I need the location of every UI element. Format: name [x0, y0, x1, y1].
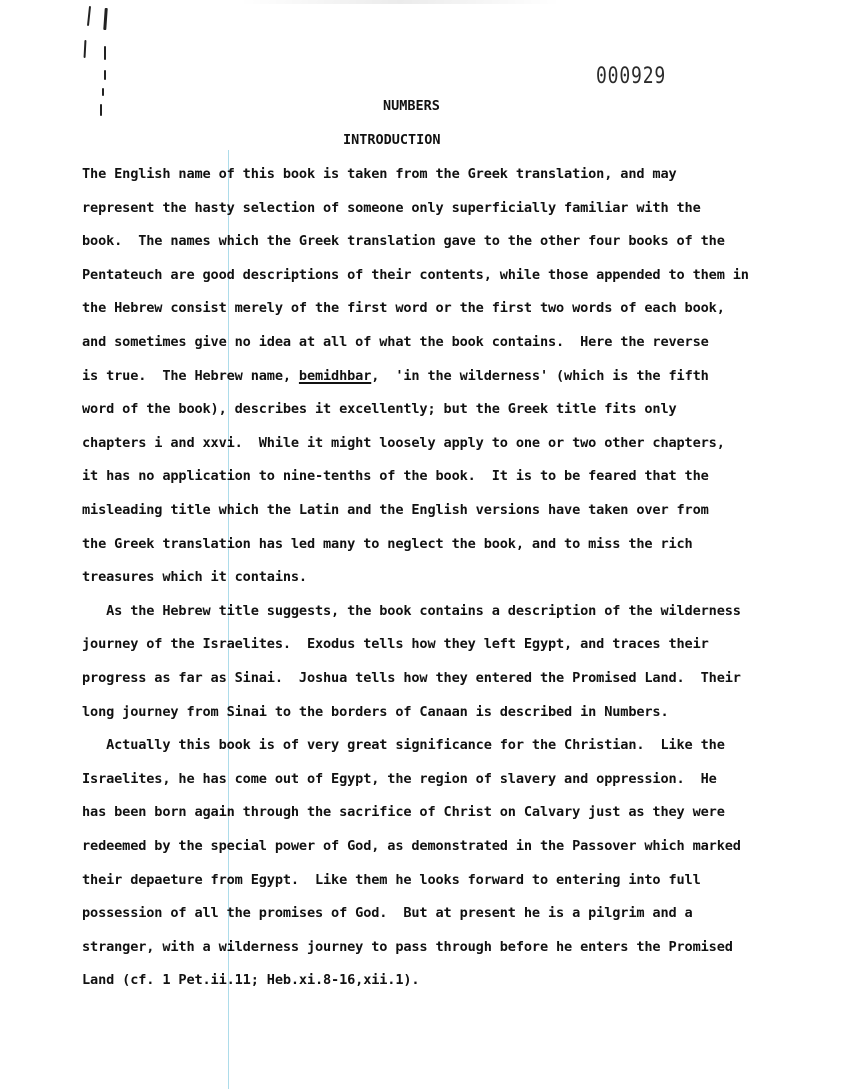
text-segment: is true. The Hebrew name,	[82, 367, 299, 384]
text-line: book. The names which the Greek translation gave to the other four books of the	[82, 233, 725, 250]
text-line: journey of the Israelites. Exodus tells how they left Egypt, and traces their	[82, 636, 709, 653]
text-line: represent the hasty selection of someone only superficially familiar with the	[82, 199, 701, 216]
text-line: As the Hebrew title suggests, the book contains a description of the wilderness	[82, 602, 741, 619]
document-number: 000929	[596, 64, 667, 89]
text-line: misleading title which the Latin and the English versions have taken over from	[82, 502, 709, 518]
margin-mark	[87, 6, 91, 26]
text-line: treasures which it contains.	[82, 569, 307, 586]
text-line: The English name of this book is taken from the Greek translation, and may	[82, 166, 677, 182]
page-title: NUMBERS	[383, 98, 440, 114]
scan-smudge	[240, 0, 560, 4]
text-line: Land (cf. 1 Pet.ii.11; Heb.xi.8-16,xii.1).	[82, 972, 420, 989]
text-line: Israelites, he has come out of Egypt, the region of slavery and oppression. He	[82, 770, 717, 787]
margin-mark	[104, 70, 106, 80]
text-line: the Greek translation has led many to neglect the book, and to miss the rich	[82, 535, 693, 552]
text-line: and sometimes give no idea at all of what the book contains. Here the reverse	[82, 334, 709, 350]
margin-mark	[100, 104, 102, 116]
text-line: has been born again through the sacrifice of Christ on Calvary just as they were	[82, 804, 725, 821]
text-line: stranger, with a wilderness journey to pass through before he enters the Promised	[82, 938, 733, 955]
page-subtitle: INTRODUCTION	[343, 132, 441, 148]
text-line: word of the book), describes it excellently; but the Greek title fits only	[82, 401, 677, 418]
text-line: the Hebrew consist merely of the first word or the first two words of each book,	[82, 300, 725, 317]
margin-mark	[102, 88, 104, 96]
margin-mark	[103, 8, 108, 30]
text-line: long journey from Sinai to the borders of Canaan is described in Numbers.	[82, 703, 669, 720]
text-line	[82, 368, 709, 384]
text-line: Actually this book is of very great significance for the Christian. Like the	[82, 737, 725, 754]
text-line: chapters i and xxvi. While it might loosely apply to one or two other chapters,	[82, 434, 725, 451]
text-line: their depaeture from Egypt. Like them he looks forward to entering into full	[82, 871, 701, 888]
text-line: possession of all the promises of God. But at present he is a pilgrim and a	[82, 905, 693, 922]
margin-mark	[84, 40, 87, 58]
text-line: redeemed by the special power of God, as demonstrated in the Passover which marked	[82, 838, 741, 854]
text-segment: , 'in the wilderness' (which is the fifth	[371, 367, 709, 384]
text-line: Pentateuch are good descriptions of their contents, while those appended to them in	[82, 266, 749, 283]
text-line: it has no application to nine-tenths of the book. It is to be feared that the	[82, 468, 709, 485]
margin-mark	[104, 46, 106, 60]
underlined-term: bemidhbar	[298, 367, 372, 384]
text-line: progress as far as Sinai. Joshua tells how they entered the Promised Land. Their	[82, 670, 741, 686]
